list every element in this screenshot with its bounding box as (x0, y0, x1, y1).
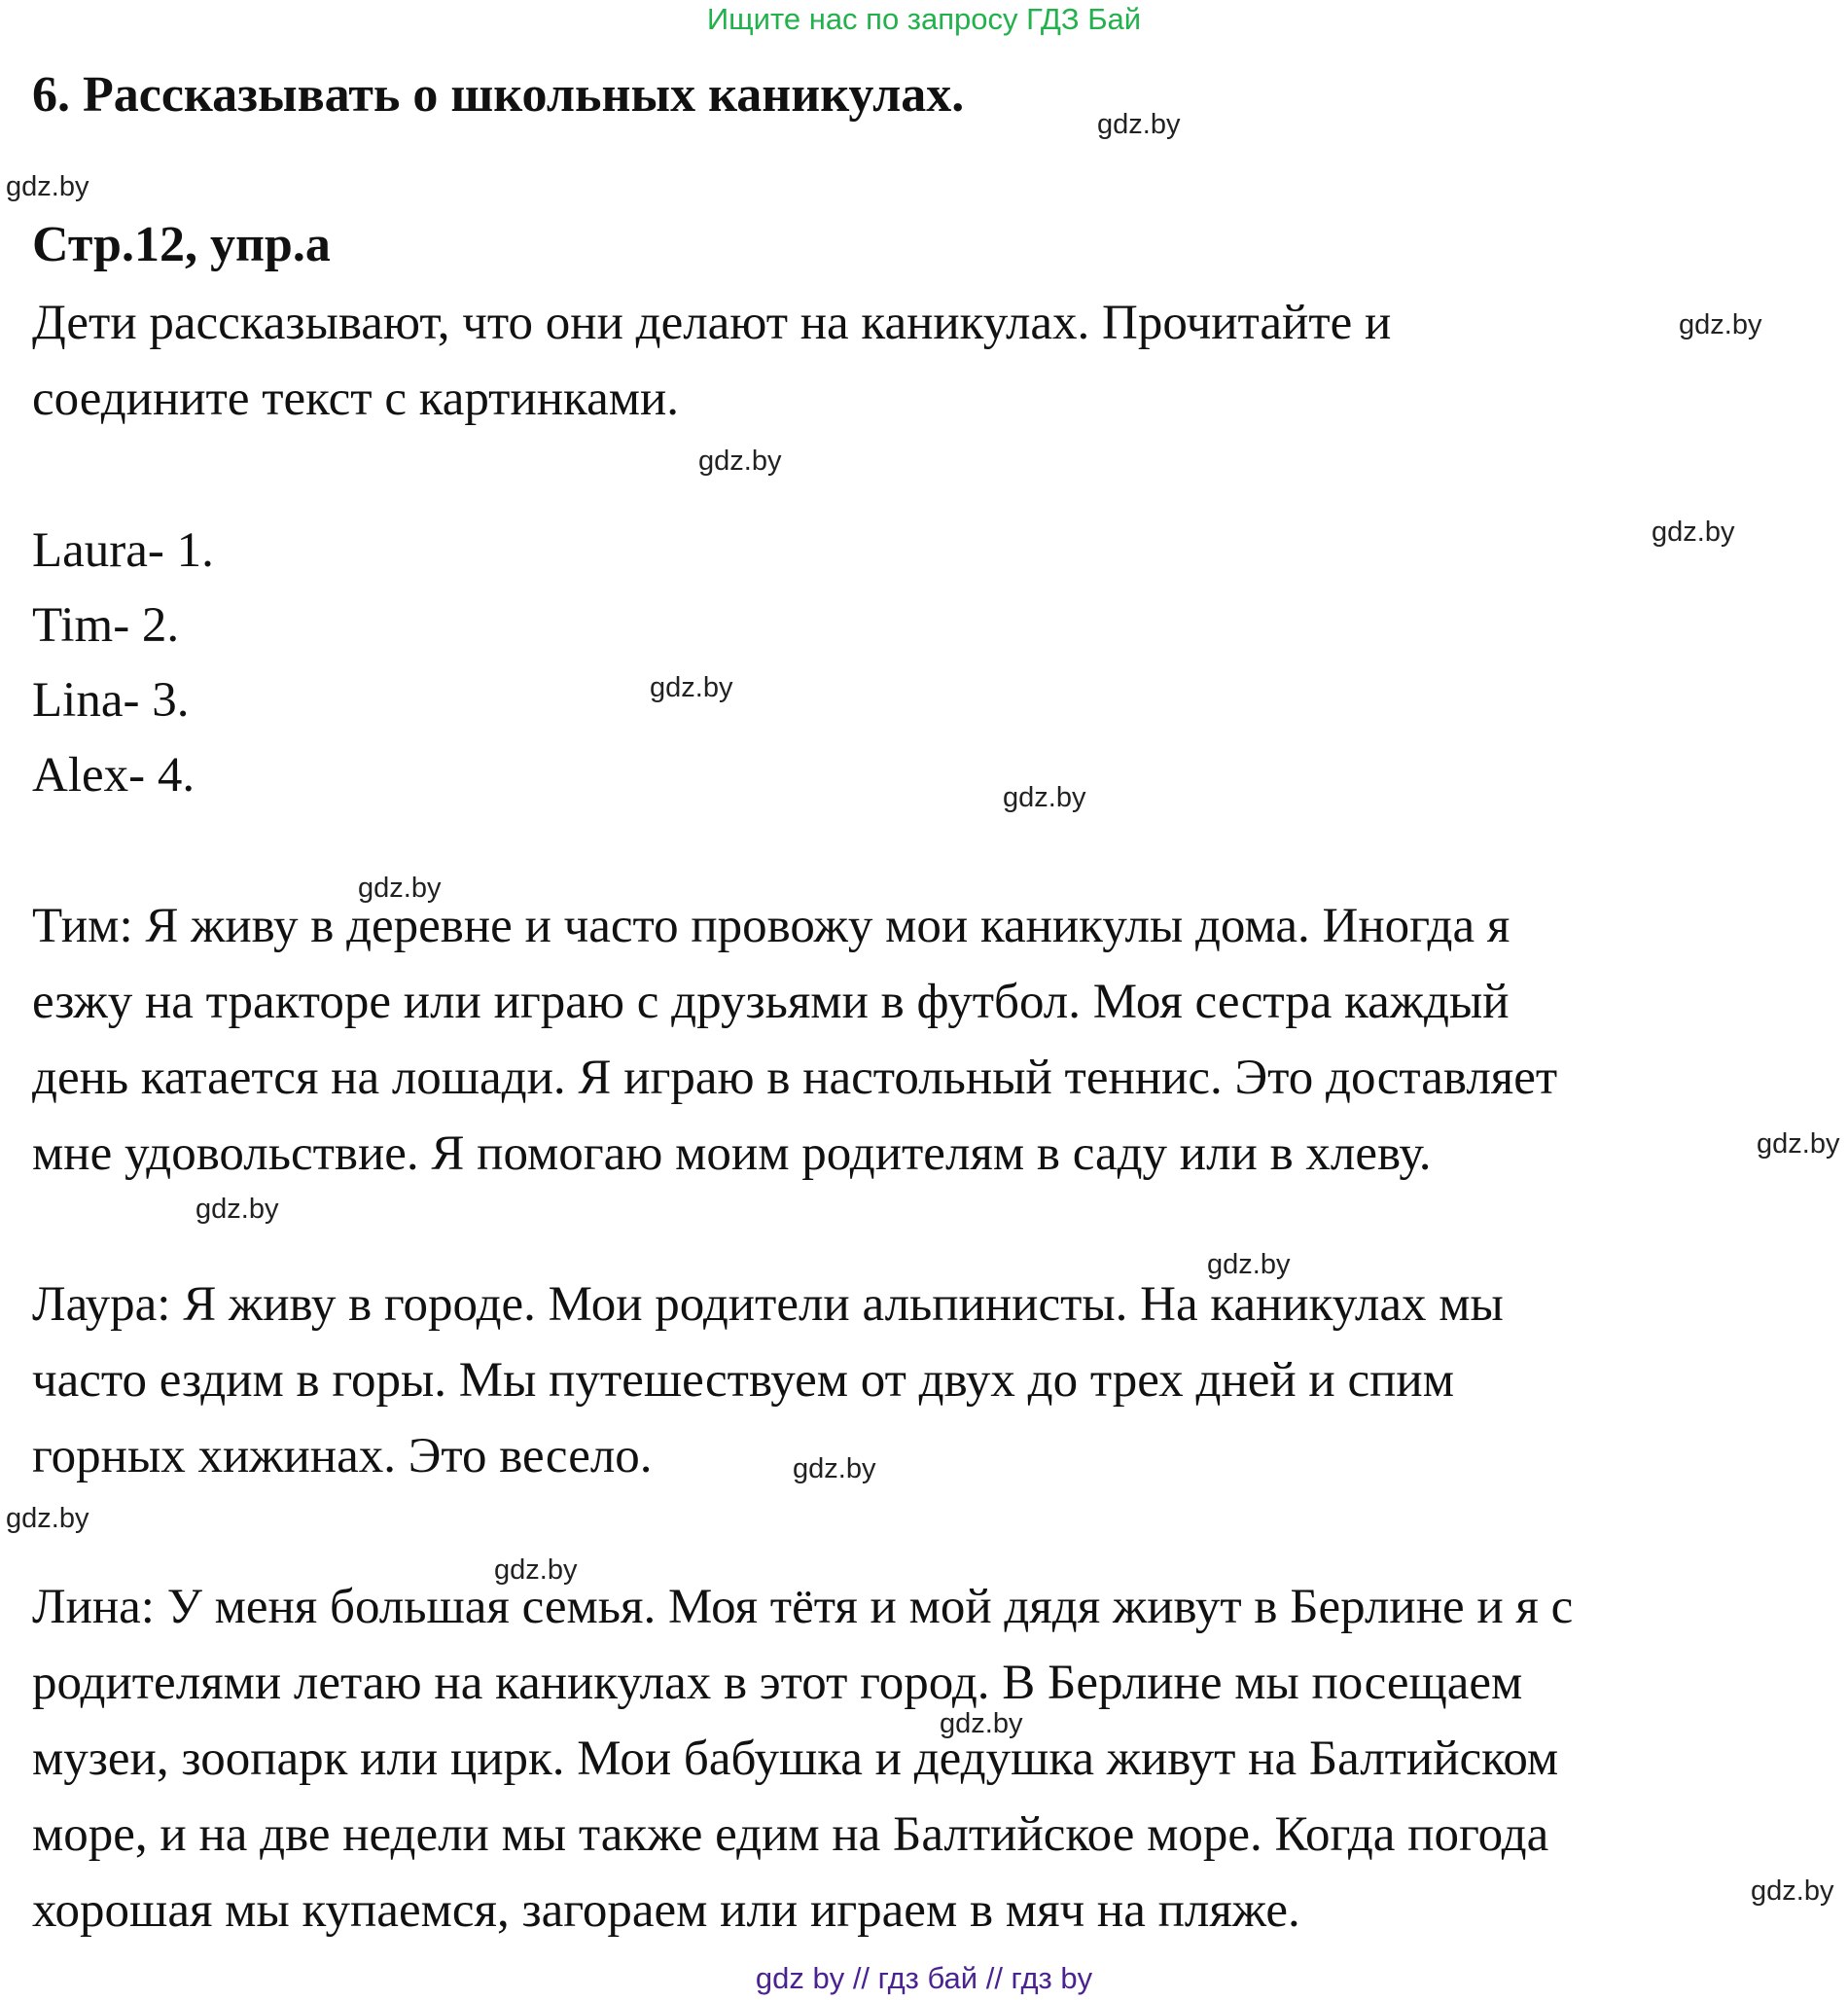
answer-tim: Tim- 2. (32, 598, 180, 653)
answer-lina: Lina- 3. (32, 673, 190, 728)
footer-links[interactable]: gdz by // гдз бай // гдз by (755, 1961, 1093, 1995)
instruction-line: Дети рассказывают, что они делают на каникулах. Прочитайте и (32, 296, 1392, 350)
watermark: gdz.by (1757, 1128, 1840, 1160)
top-banner[interactable]: Ищите нас по запросу ГДЗ Бай (706, 2, 1142, 36)
watermark: gdz.by (195, 1194, 279, 1225)
watermark: gdz.by (698, 446, 782, 477)
exercise-title: Стр.12, упр.а (32, 217, 331, 272)
watermark: gdz.by (6, 171, 89, 202)
watermark: gdz.by (1679, 309, 1762, 340)
answer-laura: Laura- 1. (32, 523, 214, 578)
answer-alex: Alex- 4. (32, 748, 195, 803)
instruction-line: соедините текст с картинками. (32, 372, 680, 426)
watermark: gdz.by (1097, 109, 1181, 140)
paragraph-tim: Тим: Я живу в деревне и часто провожу мои каникулы дома. Иногда я езжу на тракторе или играю с друзьями в футбол. Моя сестра каждый день катается на лошади. Я играю в настольный теннис. Это доставляет мне удовольствие. Я помогаю моим родителям в саду или в хлеву. (32, 899, 1558, 1181)
paragraph-laura: Лаура: Я живу в городе. Мои родители альпинисты. На каникулах мы часто ездим в горы. Мы путешествуем от двух до трех дней и спим горных хижинах. Это весело. (32, 1277, 1504, 1483)
watermark: gdz.by (650, 672, 733, 703)
watermark: gdz.by (1652, 517, 1735, 548)
watermark: gdz.by (940, 1708, 1023, 1739)
watermark: gdz.by (494, 1554, 578, 1586)
watermark: gdz.by (1751, 1875, 1834, 1907)
watermark: gdz.by (1003, 782, 1086, 813)
paragraph-lina: Лина: У меня большая семья. Моя тётя и мой дядя живут в Берлине и я с родителями летаю на каникулах в этот город. В Берлине мы посещаем музеи, зоопарк или цирк. Мои бабушка и дедушка живут на Балтийском море, и на две недели мы также едим на Балтийское море. Когда погода хорошая мы купаемся, загораем или играем в мяч на пляже. (32, 1580, 1574, 1938)
watermark: gdz.by (6, 1503, 89, 1534)
watermark: gdz.by (358, 873, 442, 904)
watermark: gdz.by (793, 1453, 876, 1484)
section-title: 6. Рассказывать о школьных каникулах. (32, 67, 965, 123)
watermark: gdz.by (1207, 1249, 1291, 1280)
